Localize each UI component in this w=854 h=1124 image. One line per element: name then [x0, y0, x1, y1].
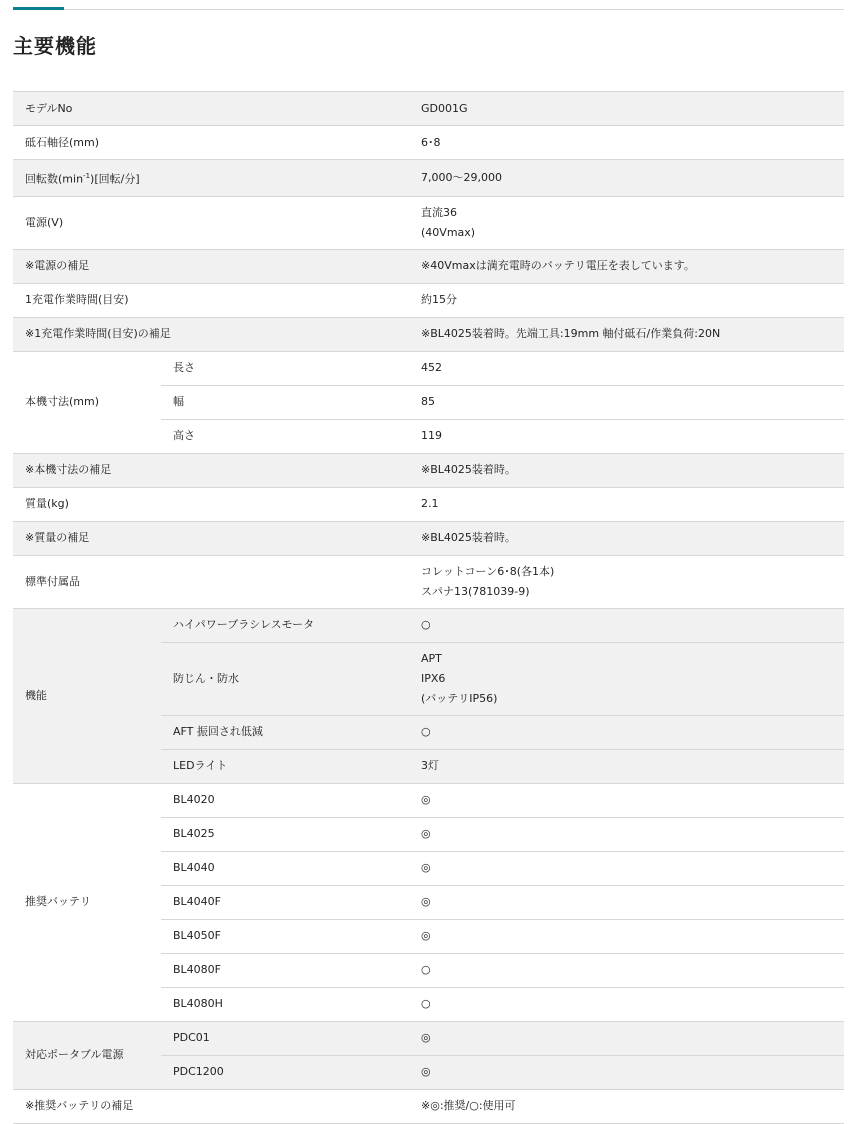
row-value: 452 [420, 351, 844, 385]
row-label: 質量(kg) [13, 487, 420, 521]
row-value: ※BL4025装着時。先端工具:19mm 軸付砥石/作業負荷:20N [420, 317, 844, 351]
top-accent-bar [13, 7, 64, 10]
row-sublabel: 長さ [161, 351, 420, 385]
row-value [420, 987, 844, 1021]
availability-mark: ◎ [421, 827, 431, 841]
row-value [420, 715, 844, 749]
row-sublabel: AFT 振回され低減 [161, 715, 420, 749]
table-row-accessories [13, 555, 844, 608]
row-sublabel: BL4025 [161, 817, 420, 851]
value-line: スパナ13(781039-9) [421, 584, 530, 598]
table-row-wheel-shaft [13, 126, 844, 160]
row-label: ※推奨バッテリの補足 [13, 1089, 420, 1123]
value-line: APT [421, 651, 442, 665]
row-sublabel: LEDライト [161, 749, 420, 783]
row-sublabel: PDC1200 [161, 1055, 420, 1089]
table-row-model [13, 92, 844, 126]
row-value [420, 1021, 844, 1055]
row-value [420, 1055, 844, 1089]
row-sublabel: BL4080F [161, 953, 420, 987]
availability-mark: ◎ [421, 895, 431, 909]
row-sublabel: 幅 [161, 385, 420, 419]
row-label: ※質量の補足 [13, 521, 420, 555]
table-row-battery-note [13, 1089, 844, 1123]
row-value [420, 919, 844, 953]
row-value: ※40Vmaxは満充電時のバッテリ電圧を表しています。 [420, 249, 844, 283]
availability-mark: ○ [421, 725, 431, 739]
row-value: ※BL4025装着時。 [420, 453, 844, 487]
row-value [420, 555, 844, 608]
row-group-label: 本機寸法(mm) [13, 351, 161, 453]
table-row-portable-power [13, 1021, 844, 1055]
row-value: 3灯 [420, 749, 844, 783]
row-sublabel: BL4050F [161, 919, 420, 953]
row-sublabel: BL4080H [161, 987, 420, 1021]
row-value [420, 885, 844, 919]
value-line: 直流36 [421, 205, 458, 219]
row-value [420, 608, 844, 642]
row-label: ※本機寸法の補足 [13, 453, 420, 487]
table-row-battery [13, 783, 844, 817]
table-row-dim-length [13, 351, 844, 385]
value-line: (バッテリIP56) [421, 691, 498, 705]
page-title: 主要機能 [13, 34, 97, 58]
row-sublabel: 高さ [161, 419, 420, 453]
row-sublabel: BL4040 [161, 851, 420, 885]
row-sublabel: BL4040F [161, 885, 420, 919]
table-row-power-note [13, 249, 844, 283]
table-row-mass [13, 487, 844, 521]
row-value [420, 196, 844, 249]
row-sublabel: ハイパワーブラシレスモータ [161, 608, 420, 642]
spec-table [13, 91, 844, 1124]
row-value: 約15分 [420, 283, 844, 317]
table-row-dim-note [13, 453, 844, 487]
availability-mark: ◎ [421, 861, 431, 875]
row-value [420, 642, 844, 715]
row-label: 電源(V) [13, 196, 420, 249]
value-line: (40Vmax) [421, 225, 476, 239]
rpm-label-post: )[回転/分] [90, 172, 140, 186]
rpm-label-pre: 回転数(min [25, 172, 84, 186]
row-group-label: 機能 [13, 608, 161, 783]
table-row-power [13, 196, 844, 249]
row-sublabel: PDC01 [161, 1021, 420, 1055]
row-value: 7,000〜29,000 [420, 160, 844, 197]
row-value [420, 783, 844, 817]
row-value: GD001G [420, 92, 844, 126]
availability-mark: ○ [421, 963, 431, 977]
rpm-label-sup: -1 [83, 172, 91, 180]
availability-mark: ◎ [421, 1031, 431, 1045]
availability-mark: ◎ [421, 1065, 431, 1079]
table-row-mass-note [13, 521, 844, 555]
value-line: コレットコーン6･8(各1本) [421, 564, 555, 578]
row-label: ※1充電作業時間(目安)の補足 [13, 317, 420, 351]
availability-mark: ◎ [421, 793, 431, 807]
row-value: 2.1 [420, 487, 844, 521]
row-value [420, 953, 844, 987]
availability-mark: ○ [421, 997, 431, 1011]
row-value [420, 817, 844, 851]
table-row-charge-note [13, 317, 844, 351]
row-label: 1充電作業時間(目安) [13, 283, 420, 317]
row-label: 標準付属品 [13, 555, 420, 608]
availability-mark: ◎ [421, 929, 431, 943]
row-value: ※BL4025装着時。 [420, 521, 844, 555]
value-line: IPX6 [421, 671, 446, 685]
row-value: 85 [420, 385, 844, 419]
table-row-rpm [13, 160, 844, 197]
top-divider [13, 9, 844, 10]
table-row-charge-time [13, 283, 844, 317]
row-sublabel: BL4020 [161, 783, 420, 817]
table-row-feature-motor [13, 608, 844, 642]
row-value [420, 851, 844, 885]
row-group-label: 対応ポータブル電源 [13, 1021, 161, 1089]
row-label: モデルNo [13, 92, 420, 126]
row-label [13, 160, 420, 197]
row-label: 砥石軸径(mm) [13, 126, 420, 160]
row-value: ※◎:推奨/○:使用可 [420, 1089, 844, 1123]
row-value: 119 [420, 419, 844, 453]
row-sublabel: 防じん・防水 [161, 642, 420, 715]
row-label: ※電源の補足 [13, 249, 420, 283]
availability-mark: ○ [421, 618, 431, 632]
row-value: 6･8 [420, 126, 844, 160]
row-group-label: 推奨バッテリ [13, 783, 161, 1021]
